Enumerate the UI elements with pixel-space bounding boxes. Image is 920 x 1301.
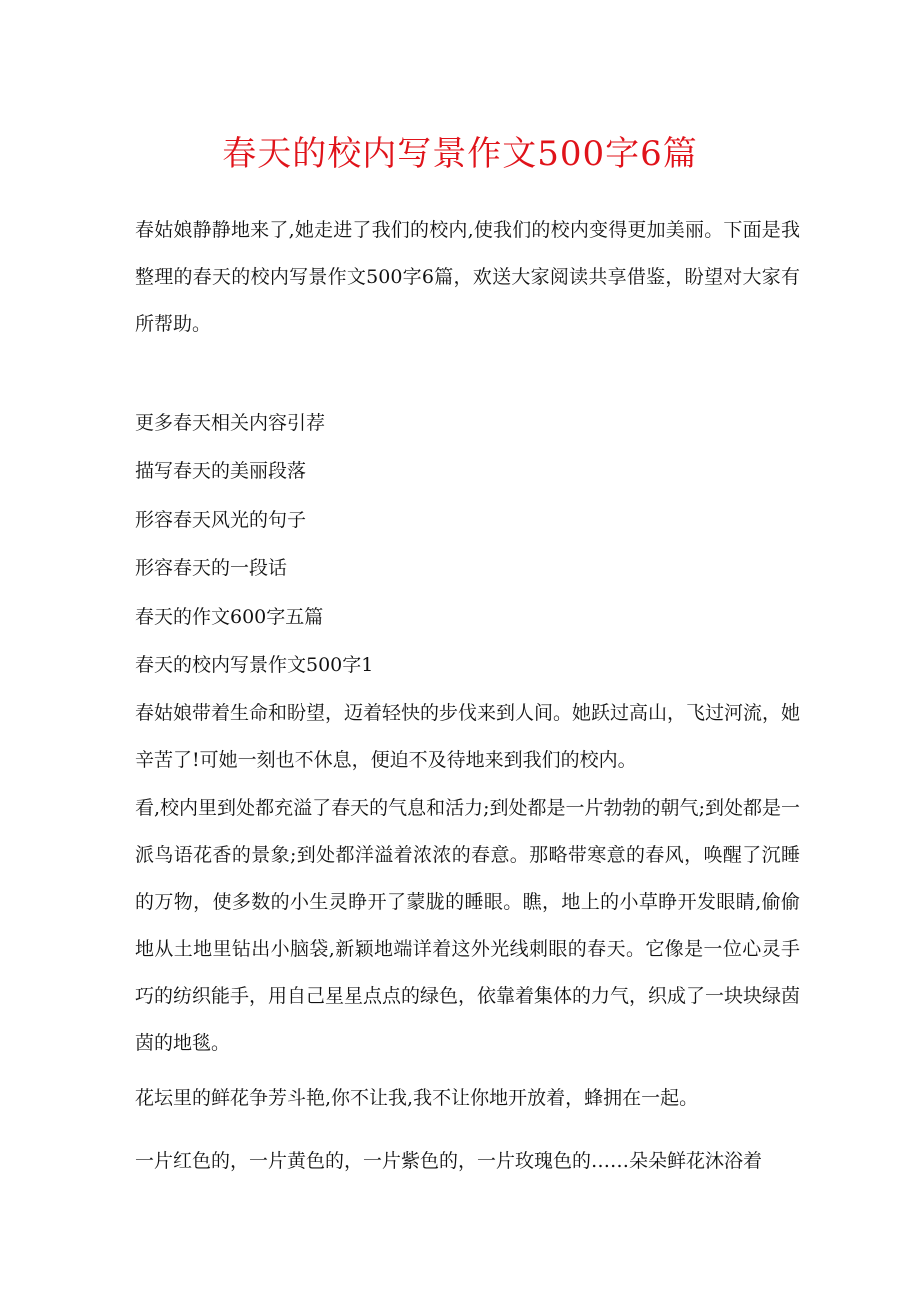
related-link[interactable]: 描写春天的美丽段落 bbox=[135, 460, 307, 482]
related-link[interactable]: 形容春天风光的句子 bbox=[135, 509, 307, 531]
document-title: 春天的校内写景作文500字6篇 bbox=[222, 134, 698, 174]
essay-title: 春天的校内写景作文500字1 bbox=[135, 654, 374, 676]
related-link[interactable]: 形容春天的一段话 bbox=[135, 557, 288, 579]
intro-paragraph: 春姑娘静静地来了,她走进了我们的校内,使我们的校内变得更加美丽。下面是我整理的春天的校内写景作文500字6篇，欢送大家阅读共享借鉴，盼望对大家有所帮助。 bbox=[135, 219, 800, 335]
essay-paragraph: 一片红色的，一片黄色的，一片紫色的，一片玫瑰色的……朵朵鲜花沐浴着 bbox=[135, 1150, 763, 1172]
related-heading: 更多春天相关内容引荐 bbox=[135, 412, 326, 434]
essay-paragraph: 春姑娘带着生命和盼望，迈着轻快的步伐来到人间。她跃过高山，飞过河流，她辛苦了!可她一刻也不休息，便迫不及待地来到我们的校内。 bbox=[135, 702, 801, 771]
essay-paragraph: 花坛里的鲜花争芳斗艳,你不让我,我不让你地开放着，蜂拥在一起。 bbox=[135, 1087, 699, 1109]
related-link[interactable]: 春天的作文600字五篇 bbox=[135, 606, 324, 628]
essay-paragraph: 看,校内里到处都充溢了春天的气息和活力;到处都是一片勃勃的朝气;到处都是一派鸟语花香的景象;到处都洋溢着浓浓的春意。那略带寒意的春风，唤醒了沉睡的万物，使多数的小生灵睁开了蒙胧的睡眼。瞧，地上的小草睁开发眼睛,偷偷地从土地里钻出小脑袋,新颖地端详着这外光线刺眼的春天。它像是一位心灵手巧的纺织能手，用自己星星点点的绿色，依靠着集体的力气，织成了一块块绿茵茵的地毯。 bbox=[135, 797, 801, 1054]
